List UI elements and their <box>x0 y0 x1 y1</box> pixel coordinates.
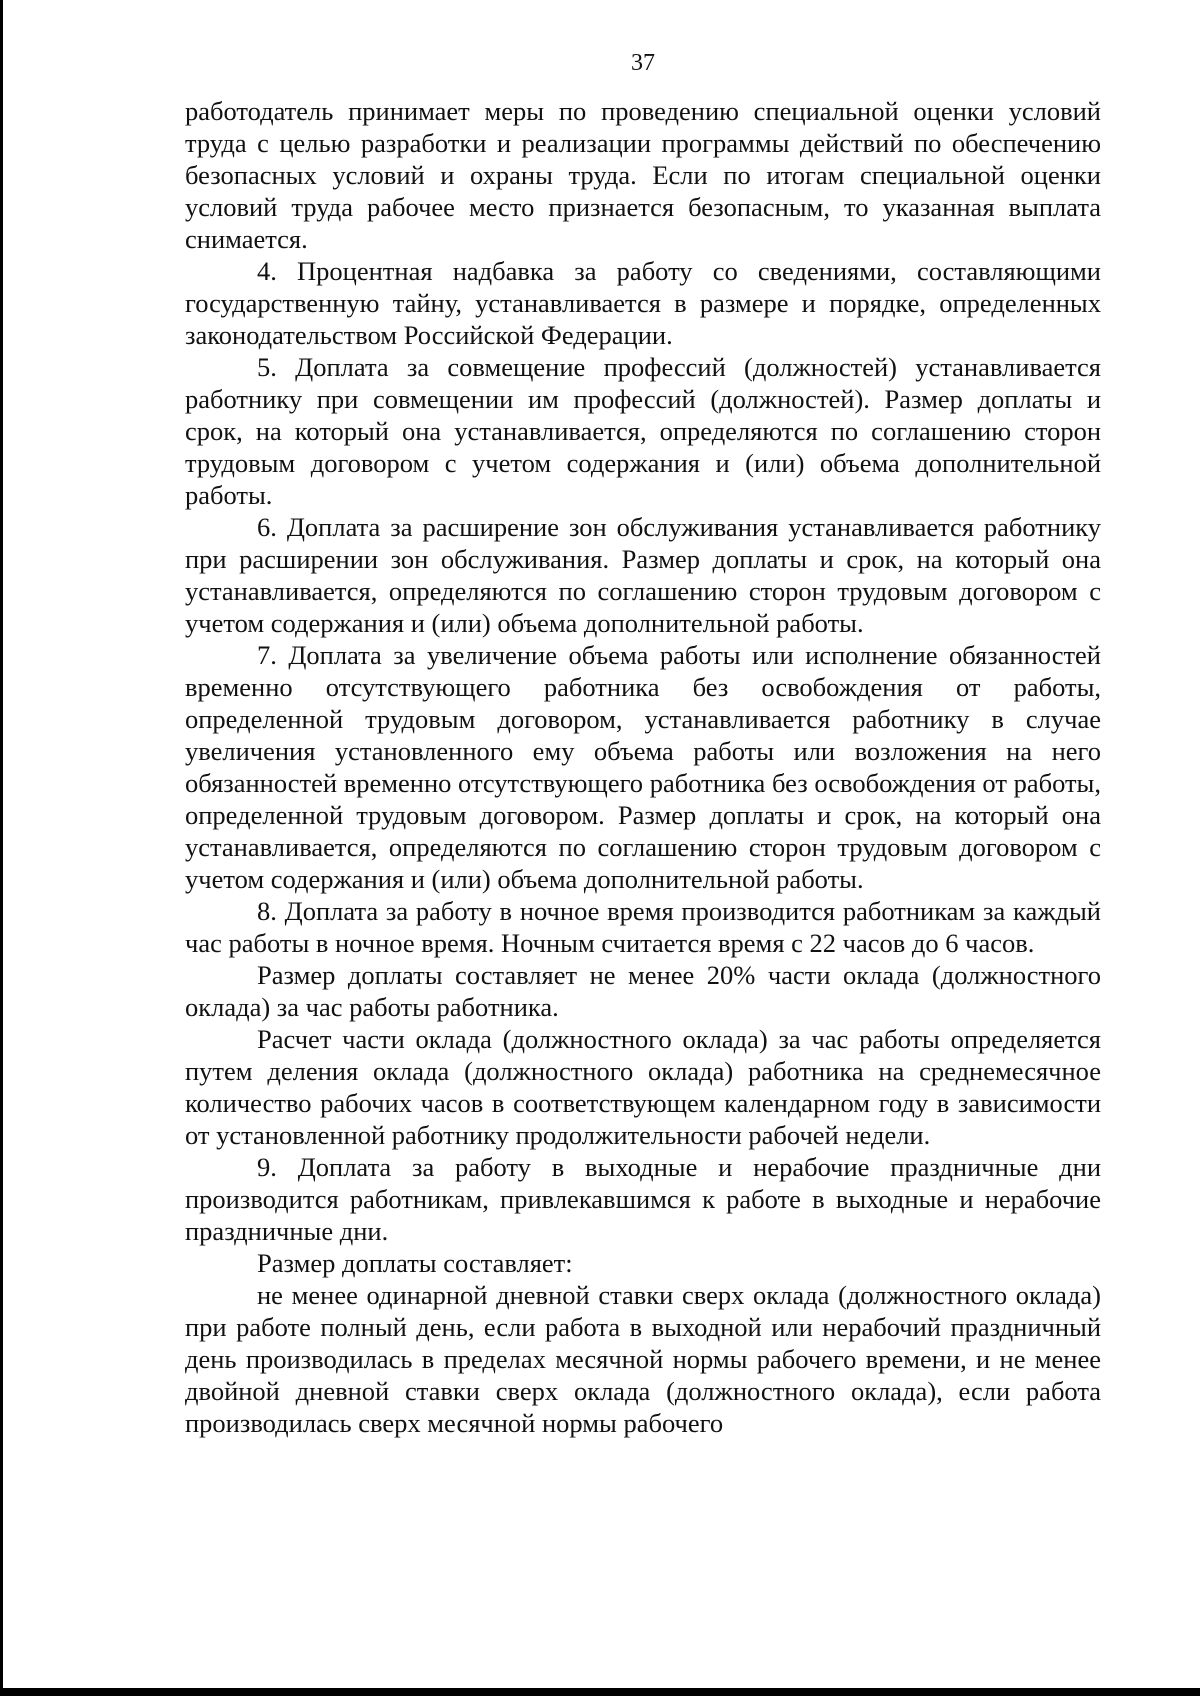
document-body <box>185 95 1101 1439</box>
paragraph-night-rate: Размер доплаты составляет не менее 20% части оклада (должностного оклада) за час работы работника. <box>185 960 1101 1022</box>
paragraph-item-8: 8. Доплата за работу в ночное время производится работникам за каждый час работы в ночное время. Ночным считается время с 22 часов до 6 часов. <box>185 896 1101 958</box>
paragraph-item-7: 7. Доплата за увеличение объема работы или исполнение обязанностей временно отсутствующего работника без освобождения от работы, определенной трудовым договором, устанавливается работнику в случае увеличения установленного ему объема работы или возложения на него обязанностей временно отсутствующего работника без освобождения от работы, определенной трудовым договором. Размер доплаты и срок, на который она устанавливается, определяются по соглашению сторон трудовым договором с учетом содержания и (или) объема дополнительной работы. <box>185 640 1101 894</box>
paragraph-continuation: работодатель принимает меры по проведению специальной оценки условий труда с целью разработки и реализации программы действий по обеспечению безопасных условий и охраны труда. Если по итогам специальной оценки условий труда рабочее место признается безопасным, то указанная выплата снимается. <box>185 96 1101 254</box>
paragraph-holiday-rate-intro: Размер доплаты составляет: <box>257 1248 573 1278</box>
page-number: 37 <box>631 50 655 76</box>
paragraph-holiday-rate-details: не менее одинарной дневной ставки сверх оклада (должностного оклада) при работе полный день, если работа в выходной или нерабочий праздничный день производилась в пределах месячной нормы рабочего времени, и не менее двойной дневной ставки сверх оклада (должностного оклада), если работа производилась сверх месячной нормы рабочего <box>185 1280 1101 1438</box>
paragraph-item-6: 6. Доплата за расширение зон обслуживания устанавливается работнику при расширении зон обслуживания. Размер доплаты и срок, на который она устанавливается, определяются по соглашению сторон трудовым договором с учетом содержания и (или) объема дополнительной работы. <box>185 512 1101 638</box>
scan-edge-left <box>0 0 3 1696</box>
paragraph-hourly-calculation: Расчет части оклада (должностного оклада) за час работы определяется путем деления оклада (должностного оклада) работника на среднемесячное количество рабочих часов в соответствующем календарном году в зависимости от установленной работнику продолжительности рабочей недели. <box>185 1024 1101 1150</box>
scan-edge-bottom <box>0 1688 1200 1696</box>
paragraph-item-5: 5. Доплата за совмещение профессий (должностей) устанавливается работнику при совмещении им профессий (должностей). Размер доплаты и срок, на который она устанавливается, определяются по соглашению сторон трудовым договором с учетом содержания и (или) объема дополнительной работы. <box>185 352 1101 510</box>
paragraph-item-4: 4. Процентная надбавка за работу со сведениями, составляющими государственную тайну, устанавливается в размере и порядке, определенных законодательством Российской Федерации. <box>185 256 1101 350</box>
paragraph-item-9: 9. Доплата за работу в выходные и нерабочие праздничные дни производится работникам, привлекавшимся к работе в выходные и нерабочие праздничные дни. <box>185 1152 1101 1246</box>
